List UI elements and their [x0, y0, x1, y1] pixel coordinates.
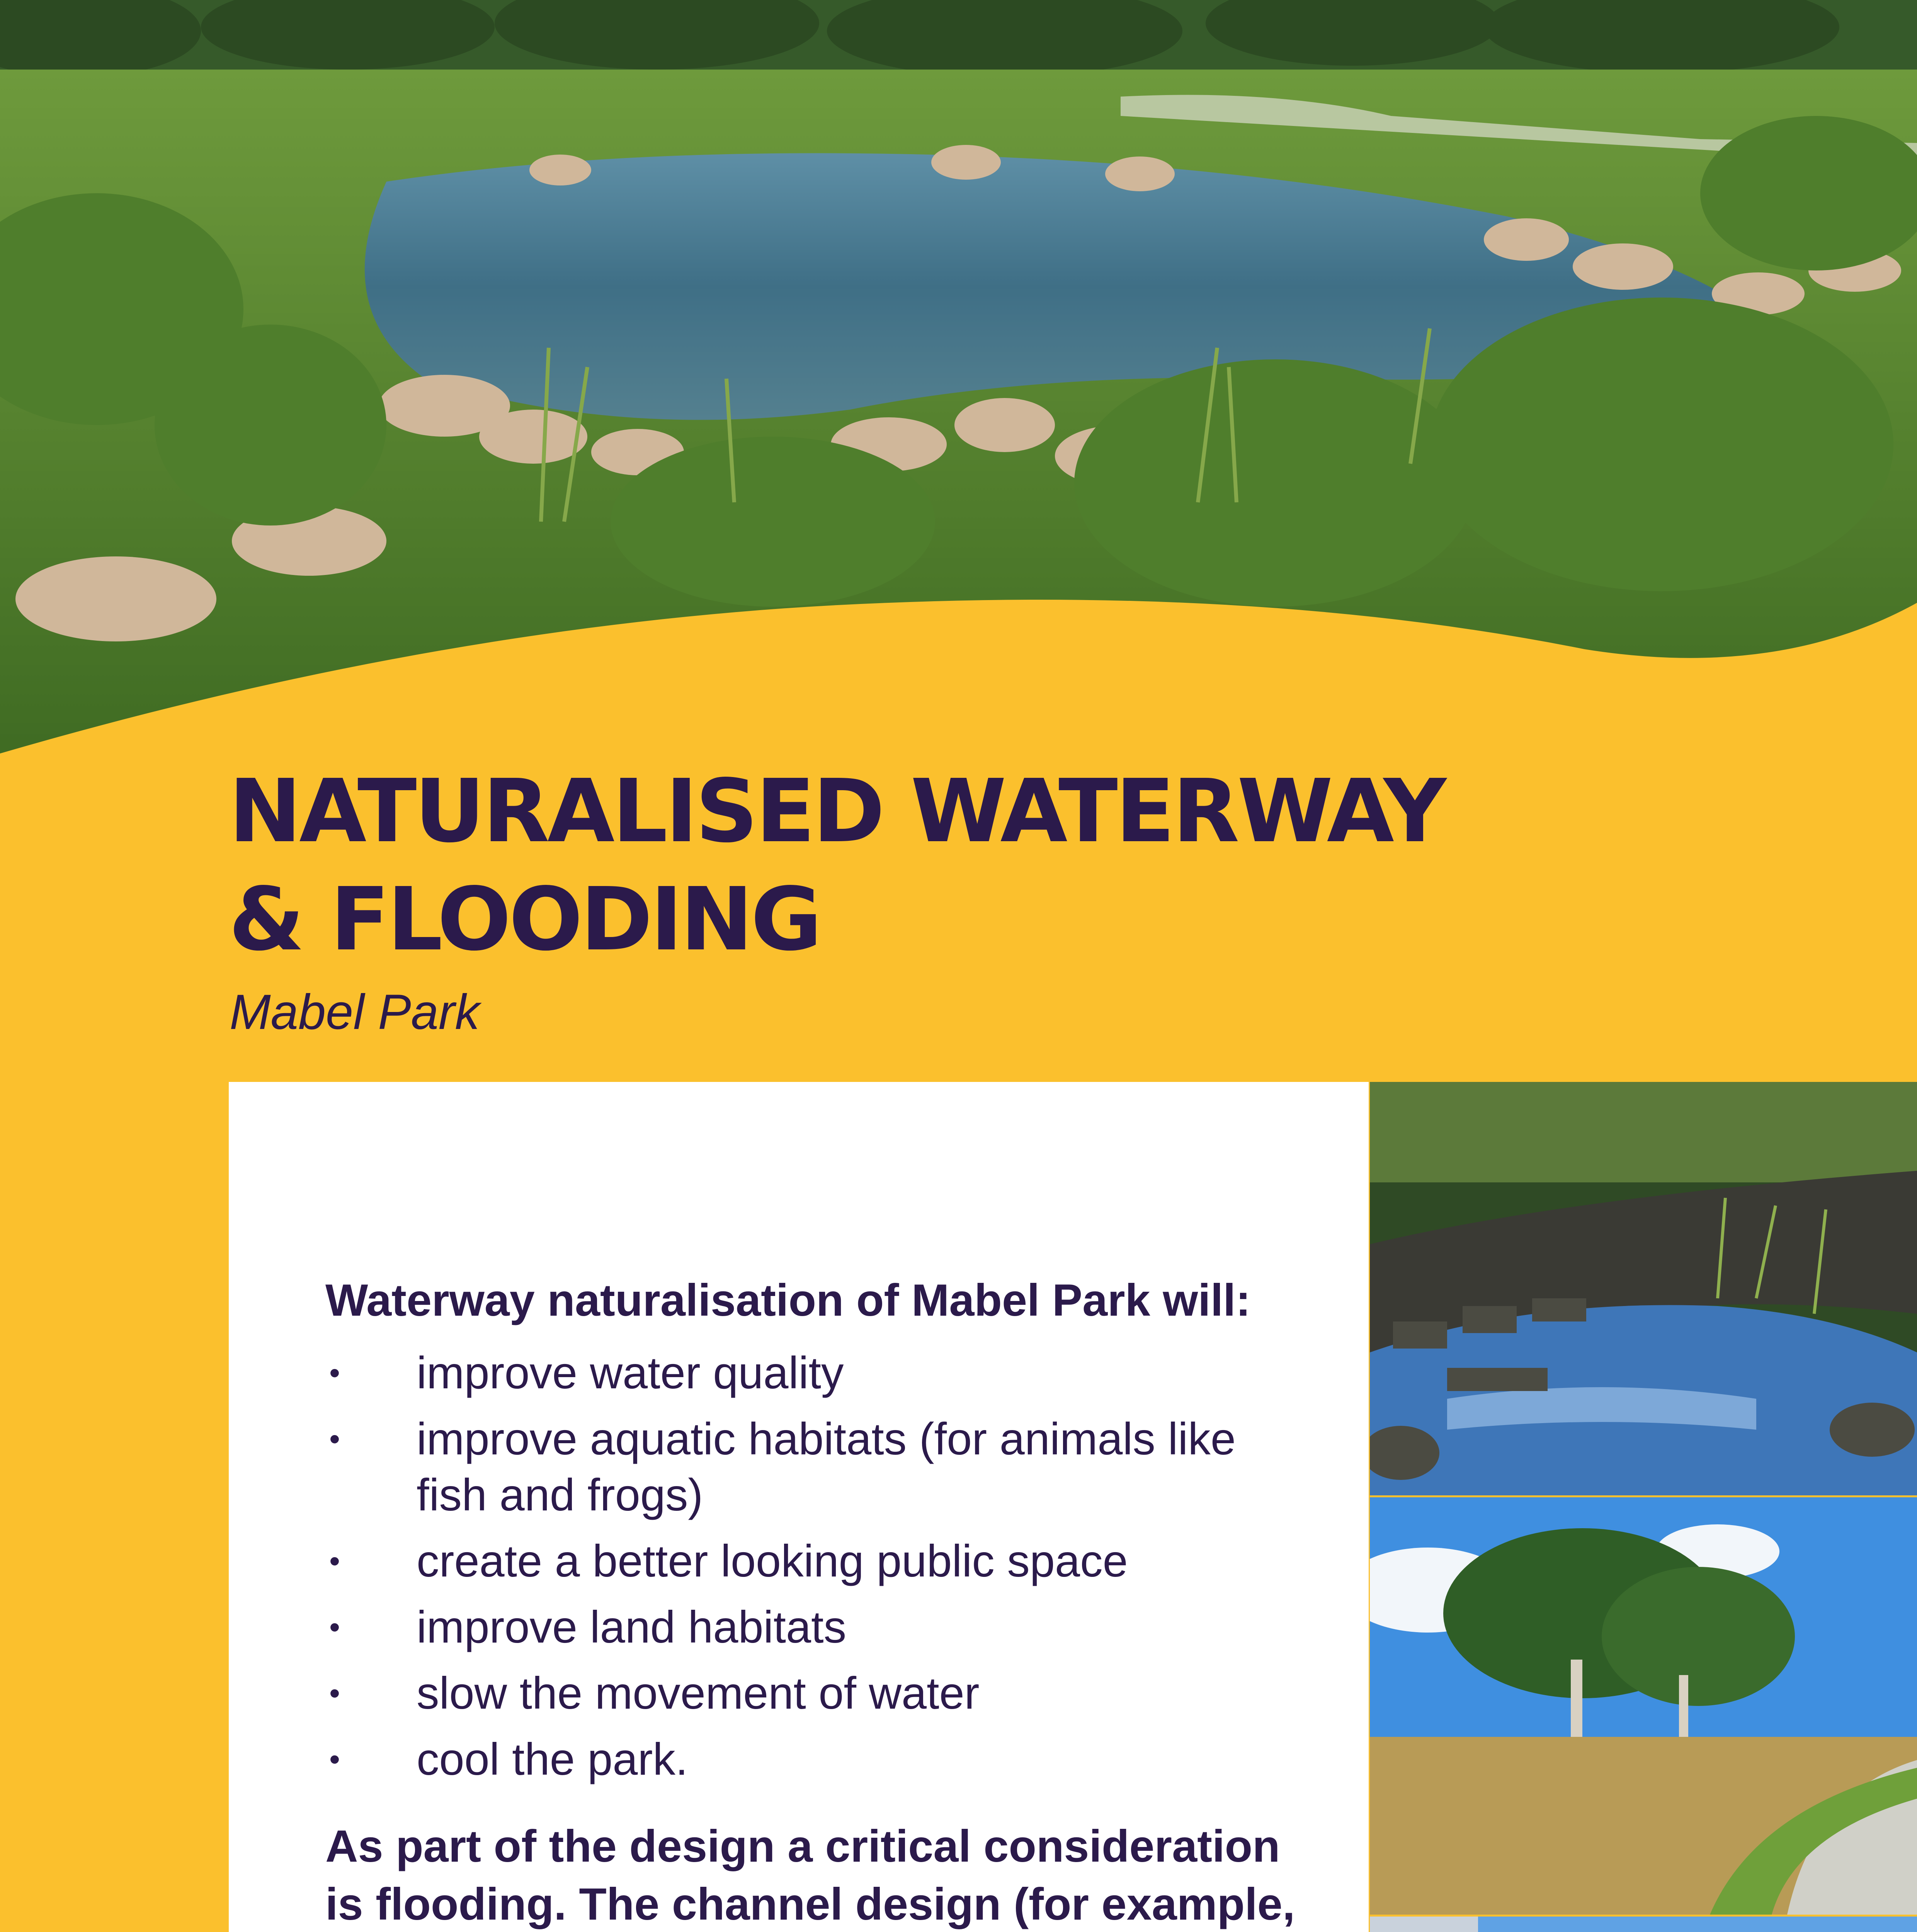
- list-item: • improve aquatic habitats (for animals like fish and frogs): [325, 1411, 1299, 1523]
- photo-creek-lawn: [1370, 1917, 1917, 1932]
- page-title: [229, 757, 1620, 974]
- list-item: • slow the movement of water: [325, 1665, 1299, 1721]
- title-line-1: NATURALISED WATERWAY: [229, 761, 1444, 862]
- side-photo-strip: [1370, 1082, 1917, 1932]
- bullet-icon: •: [329, 1422, 340, 1456]
- benefits-list: [325, 1345, 1299, 1787]
- content-body: [325, 1271, 1299, 1932]
- page-subtitle: Mabel Park: [230, 985, 480, 1040]
- bullet-icon: •: [329, 1610, 340, 1644]
- title-line-2: & FLOODING: [229, 869, 820, 970]
- list-item: • create a better looking public space: [325, 1533, 1299, 1589]
- bullet-icon: •: [329, 1544, 340, 1578]
- list-item: • cool the park.: [325, 1731, 1299, 1787]
- bullet-icon: •: [329, 1676, 340, 1710]
- photo-trees-path: [1370, 1497, 1917, 1915]
- intro-text: Waterway naturalisation of Mabel Park will:: [325, 1275, 1251, 1325]
- photo-rock-channel: [1370, 1082, 1917, 1495]
- bullet-icon: •: [329, 1742, 340, 1776]
- bullet-icon: •: [329, 1355, 340, 1390]
- list-item: • improve water quality: [325, 1345, 1299, 1401]
- list-item: • improve land habitats: [325, 1599, 1299, 1655]
- hero-photo: [0, 0, 1917, 773]
- flooding-paragraph: As part of the design a critical consideration is flooding. The channel design (for example,: [325, 1821, 1295, 1929]
